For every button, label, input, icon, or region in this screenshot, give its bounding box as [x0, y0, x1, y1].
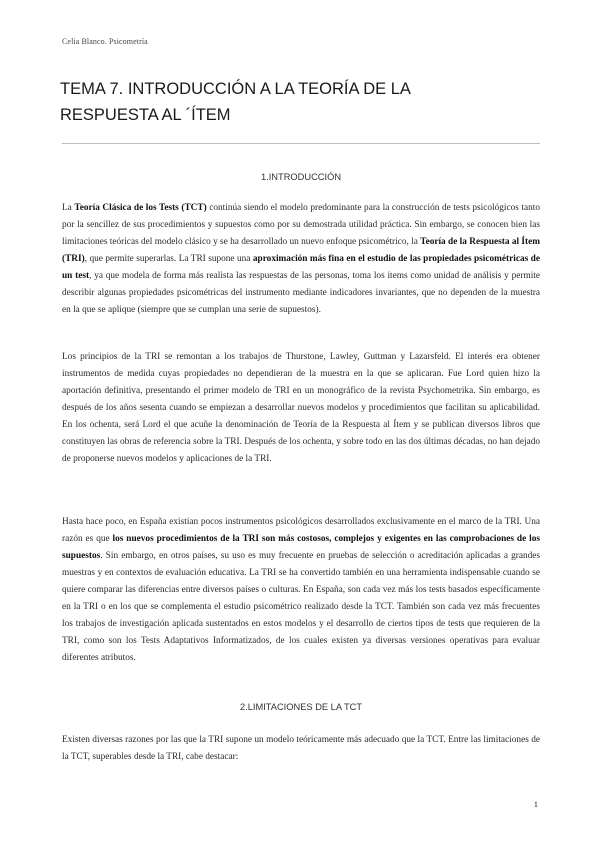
- title-line-2: RESPUESTA AL ´ÍTEM: [60, 106, 231, 124]
- section-heading-introduccion: 1.INTRODUCCIÓN: [260, 172, 342, 182]
- p1-bold-tct: Teoría Clásica de los Tests (TCT): [74, 203, 207, 213]
- running-header: Celia Blanco. Psicometría: [62, 37, 148, 46]
- title-divider: [62, 143, 540, 144]
- paragraph-intro-3: [62, 514, 540, 667]
- p3-text-c: . Sin embargo, en otros países, su uso es muy frecuente en pruebas de selección o acreditación aplicadas a grandes muestras y en contextos de evaluación educativa. La TRI se ha convertido también en una herramienta indispensable cuando se quiere comparar las diferencias entre diversos países o culturas. En España, son cada vez más los tests basados específicamente en la TRI o en los que se complementa el estudio psicométrico realizado desde la TCT. También son cada vez más frecuentes los trabajos de investigación aplicada sustentados en estos modelos y el desarrollo de ciertos tipos de tests que requieren de la TRI, como son los Tests Adaptativos Informatizados, de los cuales existen ya diversas versiones operativas para evaluar diferentes atributos.: [62, 551, 540, 663]
- paragraph-intro-2: Los principios de la TRI se remontan a los trabajos de Thurstone, Lawley, Guttman y Lazarsfeld. El interés era obtener instrumentos de medida cuyas propiedades no dependieran de la muestra en la que se aplicaran. Fue Lord quien hizo la aportación definitiva, presentando el primer modelo de TRI en un monográfico de la revista Psychometrika. Sin embargo, es después de los años sesenta cuando se empiezan a desarrollar nuevos modelos y procedimientos que facilitan su aplicabilidad. En los ochenta, será Lord el que acuñe la denominación de Teoría de la Respuesta al Ítem y se publican diversos libros que constituyen las obras de referencia sobre la TRI. Después de los ochenta, y sobre todo en las dos últimas décadas, no han dejado de proponerse nuevos modelos y aplicaciones de la TRI.: [62, 352, 540, 464]
- p1-bold-tri: Teoría de la Respuesta al Ítem (TRI): [62, 237, 541, 264]
- p1-bold-aproximacion: aproximación más fina en el estudio de las propiedades psicométricas de un test: [62, 254, 540, 281]
- paragraph-limitaciones-1: Existen diversas razones por las que la TRI supone un modelo teóricamente más adecuado que la TCT. Entre las limitaciones de la TCT, superables desde la TRI, cabe destacar:: [62, 735, 540, 762]
- section-heading-limitaciones: 2.LIMITACIONES DE LA TCT: [239, 702, 363, 712]
- p1-text-e: , ya que modela de forma más realista las respuestas de las personas, toma los ítems como unidad de análisis y permite describir algunas propiedades psicométricas del instrumento mediante indicadores invariantes, que no dependen de la muestra en la que se aplique (siempre que se cumplan una serie de supuestos).: [62, 271, 540, 315]
- paragraph-intro-1: [62, 200, 540, 319]
- p3-text-a: Hasta hace poco, en España existían pocos instrumentos psicológicos desarrollados exclusivamente en el marco de la TRI. Una razón es que: [62, 517, 540, 544]
- title-line-1: TEMA 7. INTRODUCCIÓN A LA TEORÍA DE LA: [60, 80, 411, 98]
- p1-text-d: , que permite superarlas. La TRI supone una: [84, 254, 253, 264]
- document-title: [60, 76, 550, 128]
- p1-text-c: continúa siendo el modelo predominante para la construcción de tests psicológicos tanto por la sencillez de sus procedimientos y supuestos como por su demostrada utilidad práctica. Sin embargo, se conocen bien las limitaciones teóricas del modelo clásico y se ha desarrollado un nuevo enfoque psicométrico, la: [62, 203, 540, 247]
- p3-bold-procedimientos: los nuevos procedimientos de la TRI son más costosos, complejos y exigentes en las comprobaciones de los supuestos: [62, 534, 540, 561]
- p1-text-a: La: [62, 203, 75, 213]
- page-number: 1: [533, 799, 538, 809]
